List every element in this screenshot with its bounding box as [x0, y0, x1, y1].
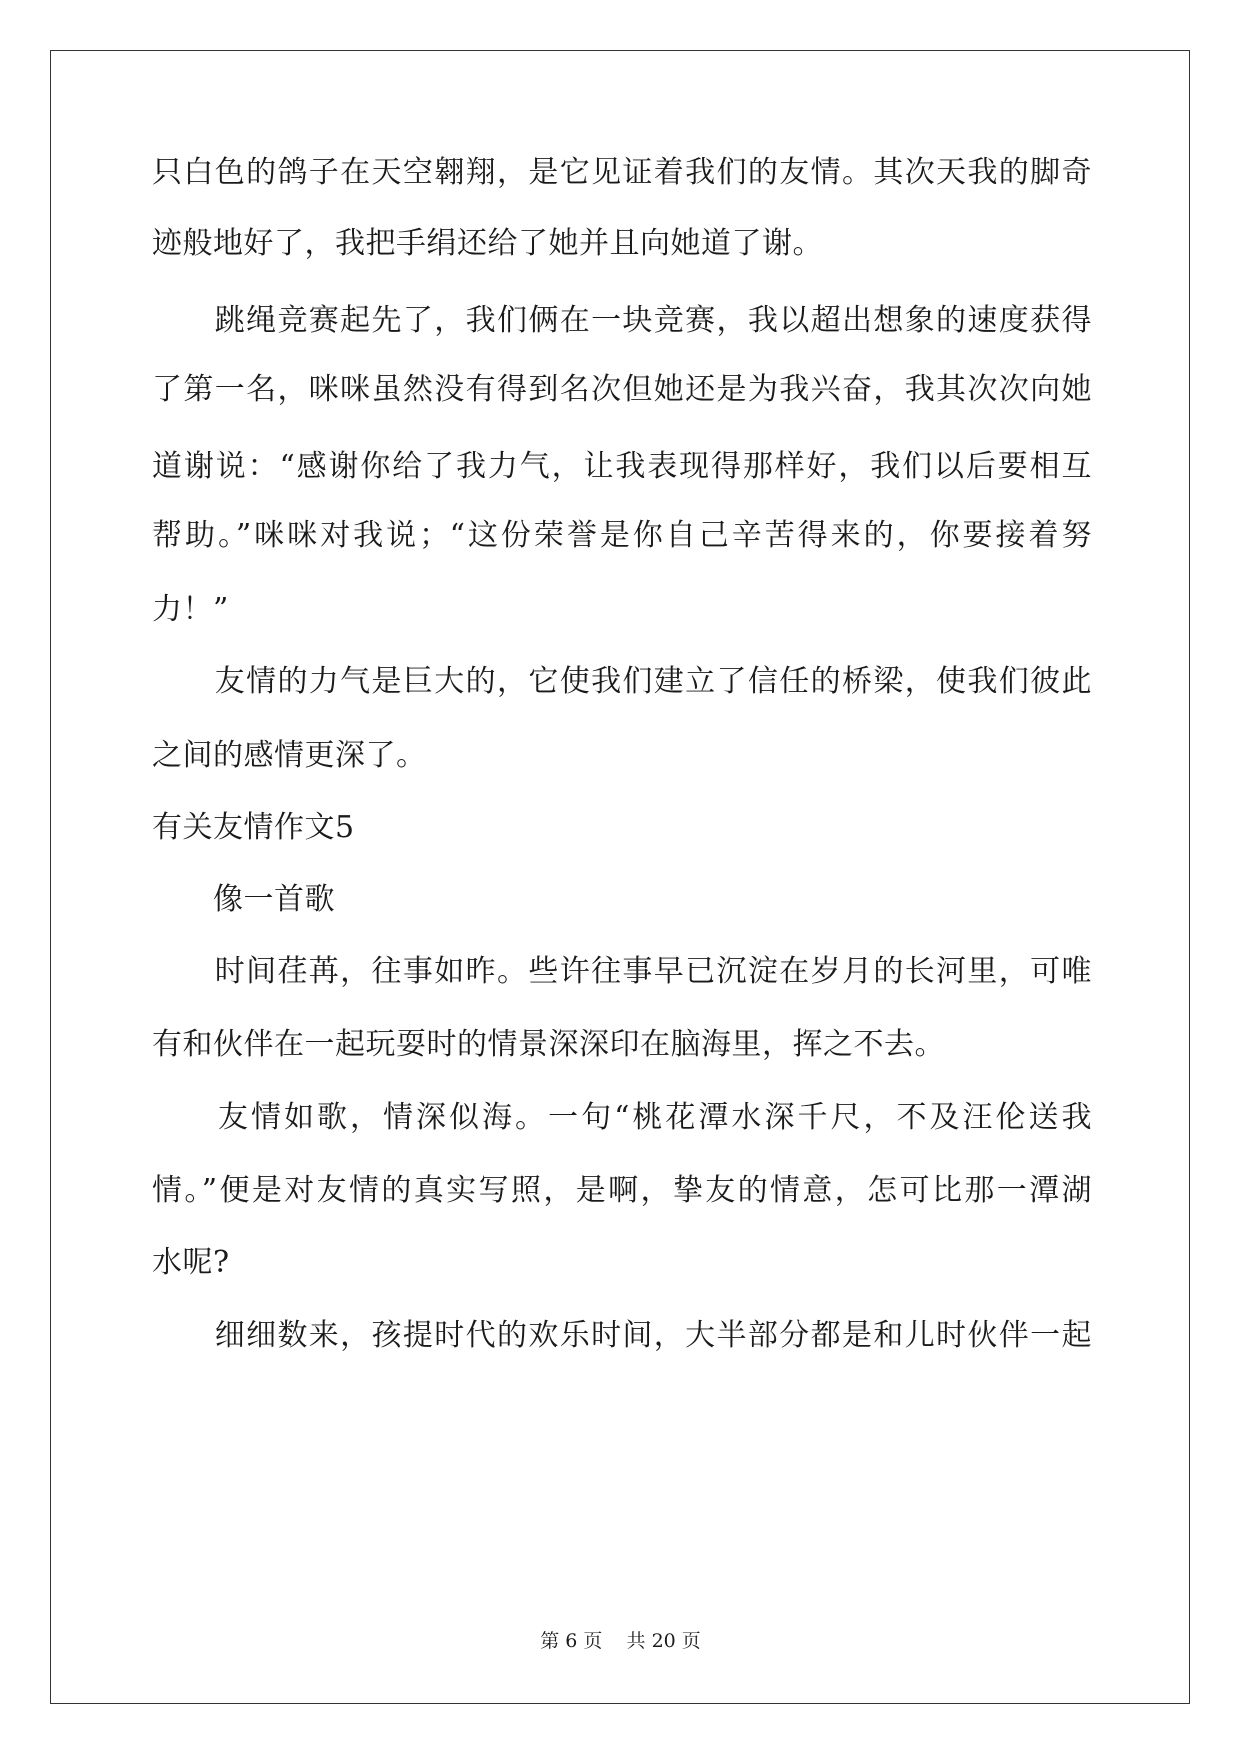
text-line: 情。”便是对友情的真实写照，是啊，挚友的情意，怎可比那一潭湖	[152, 1173, 1092, 1208]
text-line: 只白色的鸽子在天空翱翔，是它见证着我们的友情。其次天我的脚奇	[152, 155, 1092, 190]
text-line: 有和伙伴在一起玩耍时的情景深深印在脑海里，挥之不去。	[152, 1027, 945, 1062]
page-total: 共 20 页	[626, 1630, 701, 1652]
page-number: 第 6 页	[540, 1630, 603, 1652]
text-line: 之间的感情更深了。	[152, 738, 427, 773]
section-heading: 有关友情作文5	[152, 810, 355, 845]
text-line: 帮助。”咪咪对我说；“这份荣誉是你自己辛苦得来的，你要接着努	[152, 518, 1092, 553]
text-line: 细细数来，孩提时代的欢乐时间，大半部分都是和儿时伙伴一起	[152, 1318, 1092, 1353]
page-footer	[0, 1632, 1241, 1651]
text-line: 友情如歌，情深似海。一句“桃花潭水深千尺，不及汪伦送我	[152, 1100, 1092, 1135]
text-line: 友情的力气是巨大的，它使我们建立了信任的桥梁，使我们彼此	[152, 664, 1092, 699]
text-line: 力！”	[152, 592, 229, 627]
text-line: 迹般地好了，我把手绢还给了她并且向她道了谢。	[152, 226, 823, 261]
text-line: 水呢?	[152, 1245, 230, 1280]
page-border	[50, 50, 1190, 1704]
essay-title: 像一首歌	[152, 882, 335, 917]
text-line: 道谢说：“感谢你给了我力气，让我表现得那样好，我们以后要相互	[152, 449, 1092, 484]
footer-gap	[602, 1630, 626, 1652]
text-line: 跳绳竞赛起先了，我们俩在一块竞赛，我以超出想象的速度获得	[152, 303, 1092, 338]
text-line: 时间荏苒，往事如昨。些许往事早已沉淀在岁月的长河里，可唯	[152, 954, 1092, 989]
text-line: 了第一名，咪咪虽然没有得到名次但她还是为我兴奋，我其次次向她	[152, 372, 1092, 407]
